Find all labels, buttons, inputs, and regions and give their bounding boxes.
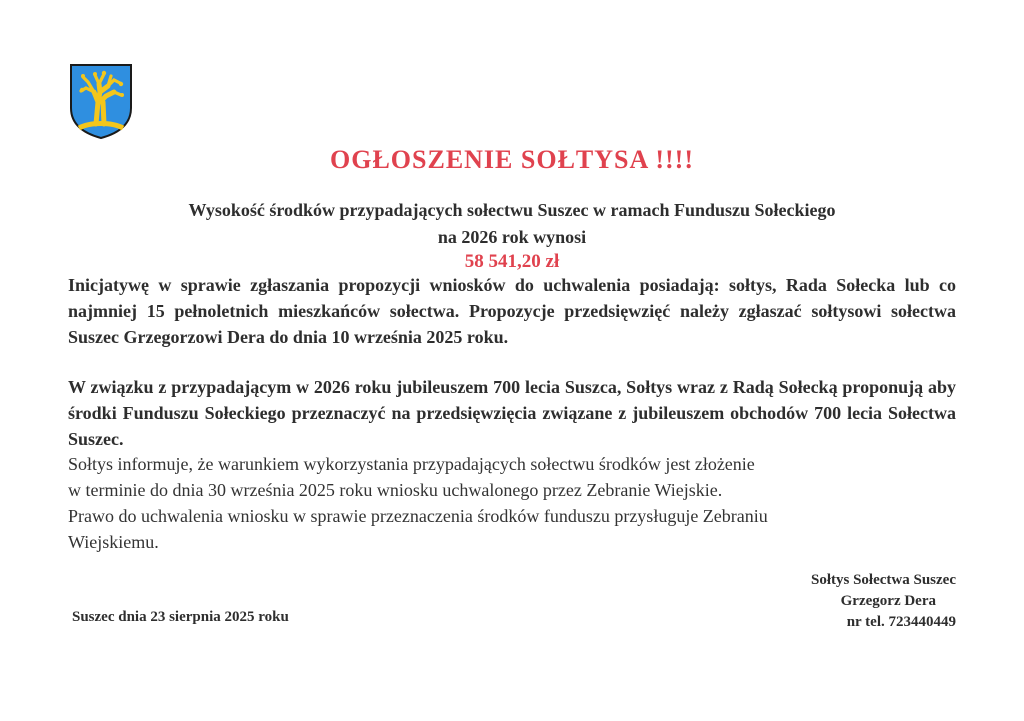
info-paragraph (68, 451, 948, 555)
info-line: Wiejskiemu. (68, 532, 159, 552)
coat-of-arms (68, 62, 134, 140)
info-line: Prawo do uchwalenia wniosku w sprawie przeznaczenia środków funduszu przysługuje Zebraniu (68, 506, 768, 526)
funding-amount: 58 541,20 zł (464, 251, 560, 272)
jubilee-paragraph: W związku z przypadającym w 2026 roku jubileuszem 700 lecia Suszca, Sołtys wraz z Radą Sołecką proponują aby środki Funduszu Sołeckiego przeznaczyć na przedsięwzięcia związane z jubileuszem obchodów 700 lecia Sołectwa Suszec. (68, 377, 956, 449)
signature-role: Sołtys Sołectwa Suszec (811, 572, 956, 588)
info-line: Sołtys informuje, że warunkiem wykorzystania przypadających sołectwu środków jest złożenie (68, 454, 755, 474)
issue-date: Suszec dnia 23 sierpnia 2025 roku (72, 609, 289, 625)
signature-block (811, 570, 956, 633)
info-line: w terminie do dnia 30 września 2025 roku wniosku uchwalonego przez Zebranie Wiejskie. (68, 480, 723, 500)
signature-name: Grzegorz Dera (840, 593, 936, 609)
announcement-title: OGŁOSZENIE SOŁTYSA !!!! (330, 145, 694, 174)
initiative-paragraph: Inicjatywę w sprawie zgłaszania propozycji wniosków do uchwalenia posiadają: sołtys, Rada Sołecka lub co najmniej 15 pełnoletnich mieszkańców sołectwa. Propozycje przedsięwzięć należy zgłaszać sołtysowi sołectwa Suszec Grzegorzowi Dera do dnia 10 września 2025 roku. (68, 275, 956, 347)
coat-of-arms-tree-icon (68, 62, 134, 140)
funding-line-2: na 2026 rok wynosi (437, 227, 587, 247)
funding-line-1: Wysokość środków przypadających sołectwu Suszec w ramach Funduszu Sołeckiego (188, 200, 836, 220)
signature-phone: nr tel. 723440449 (846, 614, 956, 630)
